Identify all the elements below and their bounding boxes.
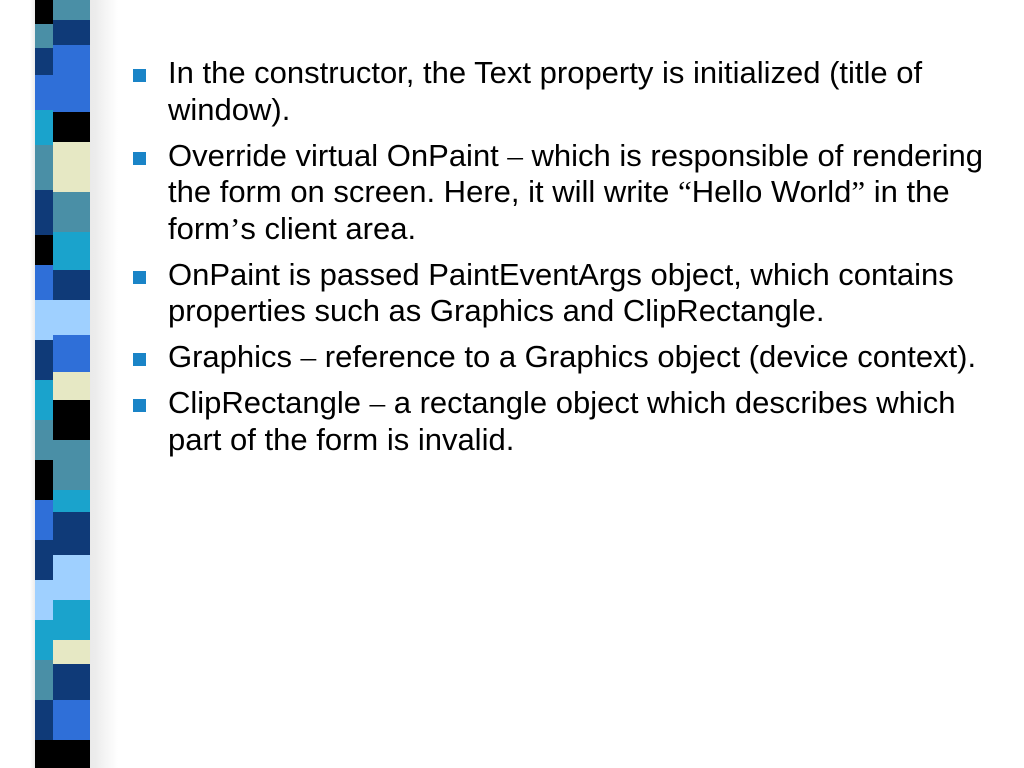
square-bullet-icon xyxy=(133,271,146,284)
strip-tile xyxy=(35,700,53,740)
text-run: ClipRectangle xyxy=(168,385,370,420)
strip-tile xyxy=(53,112,90,142)
text-run: Override virtual OnPaint xyxy=(168,137,508,173)
strip-tile xyxy=(53,75,90,112)
text-run: OnPaint is passed PaintEventArgs object, which contains properties such as Graphics and ClipRectangle. xyxy=(168,256,954,328)
text-run: Graphics xyxy=(168,339,301,374)
strip-tile xyxy=(35,110,53,145)
strip-tile xyxy=(53,372,90,400)
strip-tile xyxy=(53,192,90,232)
bullet-text xyxy=(168,138,983,246)
text-run: s client area. xyxy=(240,210,417,246)
strip-tile xyxy=(53,600,90,640)
strip-tile xyxy=(53,232,90,270)
bullet-text xyxy=(168,339,976,374)
strip-tile xyxy=(35,580,53,620)
bullet-item xyxy=(128,339,988,376)
strip-tile xyxy=(53,664,90,700)
strip-tile xyxy=(53,640,90,664)
bullet-text xyxy=(168,385,955,457)
serif-punctuation: – xyxy=(300,339,317,374)
strip-tile xyxy=(53,700,90,740)
strip-tile xyxy=(53,142,90,192)
strip-tile xyxy=(35,420,53,460)
strip-tile xyxy=(35,340,53,380)
strip-tile xyxy=(53,490,90,512)
strip-tile xyxy=(53,0,90,20)
strip-tile xyxy=(35,235,53,265)
strip-tile xyxy=(35,48,53,75)
strip-tile xyxy=(53,512,90,555)
strip-tile xyxy=(53,45,90,75)
slide-content xyxy=(128,55,988,468)
strip-tile xyxy=(35,145,53,190)
strip-tile xyxy=(35,740,53,768)
text-run: Hello World xyxy=(691,174,852,209)
text-run: In the constructor, the Text property is initialized (title of window). xyxy=(168,55,923,127)
strip-tile xyxy=(35,75,53,110)
strip-tile xyxy=(53,555,90,600)
decorative-strip xyxy=(0,0,120,768)
serif-punctuation: “ xyxy=(677,174,692,209)
strip-tile xyxy=(35,500,53,540)
strip-tile xyxy=(35,300,53,340)
strip-tile xyxy=(53,20,90,45)
bullet-item xyxy=(128,138,988,248)
strip-tile xyxy=(35,24,53,48)
strip-tile xyxy=(35,660,53,700)
square-bullet-icon xyxy=(133,152,146,165)
strip-tile xyxy=(35,620,53,660)
text-run: reference to a Graphics object (device context). xyxy=(316,339,977,374)
serif-punctuation: – xyxy=(507,137,523,173)
strip-tile xyxy=(35,190,53,235)
square-bullet-icon xyxy=(133,353,146,366)
bullet-item xyxy=(128,257,988,330)
bullet-item xyxy=(128,385,988,458)
strip-tile xyxy=(35,540,53,580)
strip-tile xyxy=(53,300,90,335)
text-run: in the form xyxy=(168,174,950,246)
serif-punctuation: ’ xyxy=(230,210,241,246)
serif-punctuation: ” xyxy=(851,174,866,209)
strip-tile xyxy=(35,460,53,500)
text-run: a rectangle object which describes which part of the form is invalid. xyxy=(168,385,956,457)
text-run: which is responsible of rendering the form on screen. Here, it will write xyxy=(168,137,984,209)
strip-tile xyxy=(35,0,53,24)
strip-tile xyxy=(53,335,90,372)
square-bullet-icon xyxy=(133,69,146,82)
strip-tile xyxy=(35,265,53,300)
strip-tile xyxy=(35,380,53,420)
strip-tile xyxy=(53,400,90,440)
bullet-text xyxy=(168,55,922,127)
bullet-text xyxy=(168,257,954,329)
square-bullet-icon xyxy=(133,399,146,412)
strip-tile xyxy=(53,740,90,768)
strip-tile xyxy=(53,440,90,490)
bullet-item xyxy=(128,55,988,128)
strip-tile xyxy=(53,270,90,300)
serif-punctuation: – xyxy=(369,385,386,420)
bullet-list xyxy=(128,55,988,458)
